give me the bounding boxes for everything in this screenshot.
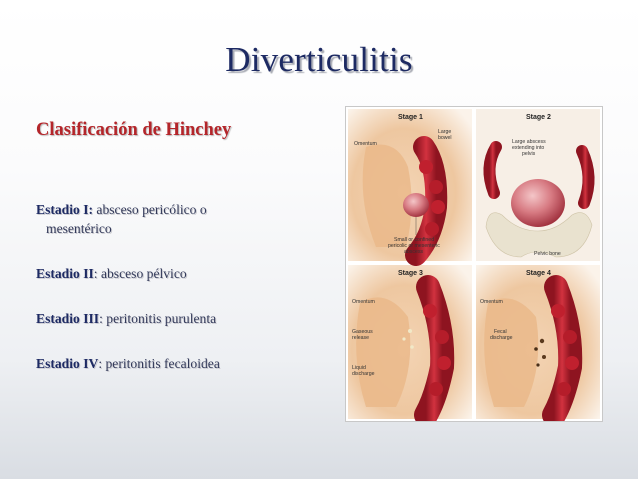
stage-3-label: Estadio III — [36, 311, 100, 326]
svg-text:Liquid: Liquid — [352, 365, 366, 371]
svg-text:pelvis: pelvis — [522, 151, 536, 157]
list-item-stage-4 — [36, 354, 220, 373]
svg-text:abscess: abscess — [404, 249, 424, 255]
stage-1-abscess — [403, 193, 429, 217]
list-item-stage-3 — [36, 309, 216, 328]
svg-text:Pelvic bone: Pelvic bone — [534, 251, 561, 257]
list-item-stage-2 — [36, 264, 187, 283]
svg-text:Omentum: Omentum — [354, 141, 377, 147]
svg-text:discharge: discharge — [352, 371, 375, 377]
svg-text:pericolic or mesenteric: pericolic or mesenteric — [388, 243, 440, 249]
svg-text:Omentum: Omentum — [352, 299, 375, 305]
stage-1-text-cont: mesentérico — [46, 221, 112, 236]
svg-text:Large abscess: Large abscess — [512, 139, 546, 145]
svg-text:Small or confined: Small or confined — [394, 237, 435, 243]
slide-title: Diverticulitis — [225, 40, 413, 79]
stage-3-text: : peritonitis purulenta — [99, 311, 217, 326]
stage-4-text: : peritonitis fecaloidea — [98, 356, 220, 371]
svg-text:discharge: discharge — [490, 335, 513, 341]
stage-2-label: Estadio II — [36, 266, 94, 281]
stage-1-label: Estadio I: — [36, 202, 94, 217]
svg-text:Fecal: Fecal — [494, 329, 507, 335]
svg-text:bowel: bowel — [438, 135, 452, 141]
stage-4-label: Estadio IV — [36, 356, 99, 371]
stages-illustration — [346, 107, 602, 421]
slide-subtitle: Clasificación de Hinchey — [36, 120, 232, 140]
svg-text:Stage 2: Stage 2 — [526, 114, 551, 121]
svg-text:release: release — [352, 335, 370, 341]
svg-text:Stage 1: Stage 1 — [398, 114, 423, 121]
stage-2-abscess — [511, 179, 565, 227]
hinchey-stages-figure — [345, 106, 603, 422]
list-item-stage-1 — [36, 200, 207, 238]
svg-text:extending into: extending into — [512, 145, 545, 151]
svg-text:Omentum: Omentum — [480, 299, 503, 305]
svg-text:Gaseous: Gaseous — [352, 329, 373, 335]
svg-text:Stage 4: Stage 4 — [526, 270, 551, 277]
svg-text:Large: Large — [438, 129, 452, 135]
stage-1-text: absceso pericólico o — [93, 202, 207, 217]
svg-text:Stage 3: Stage 3 — [398, 270, 423, 277]
stage-2-text: : absceso pélvico — [93, 266, 187, 281]
